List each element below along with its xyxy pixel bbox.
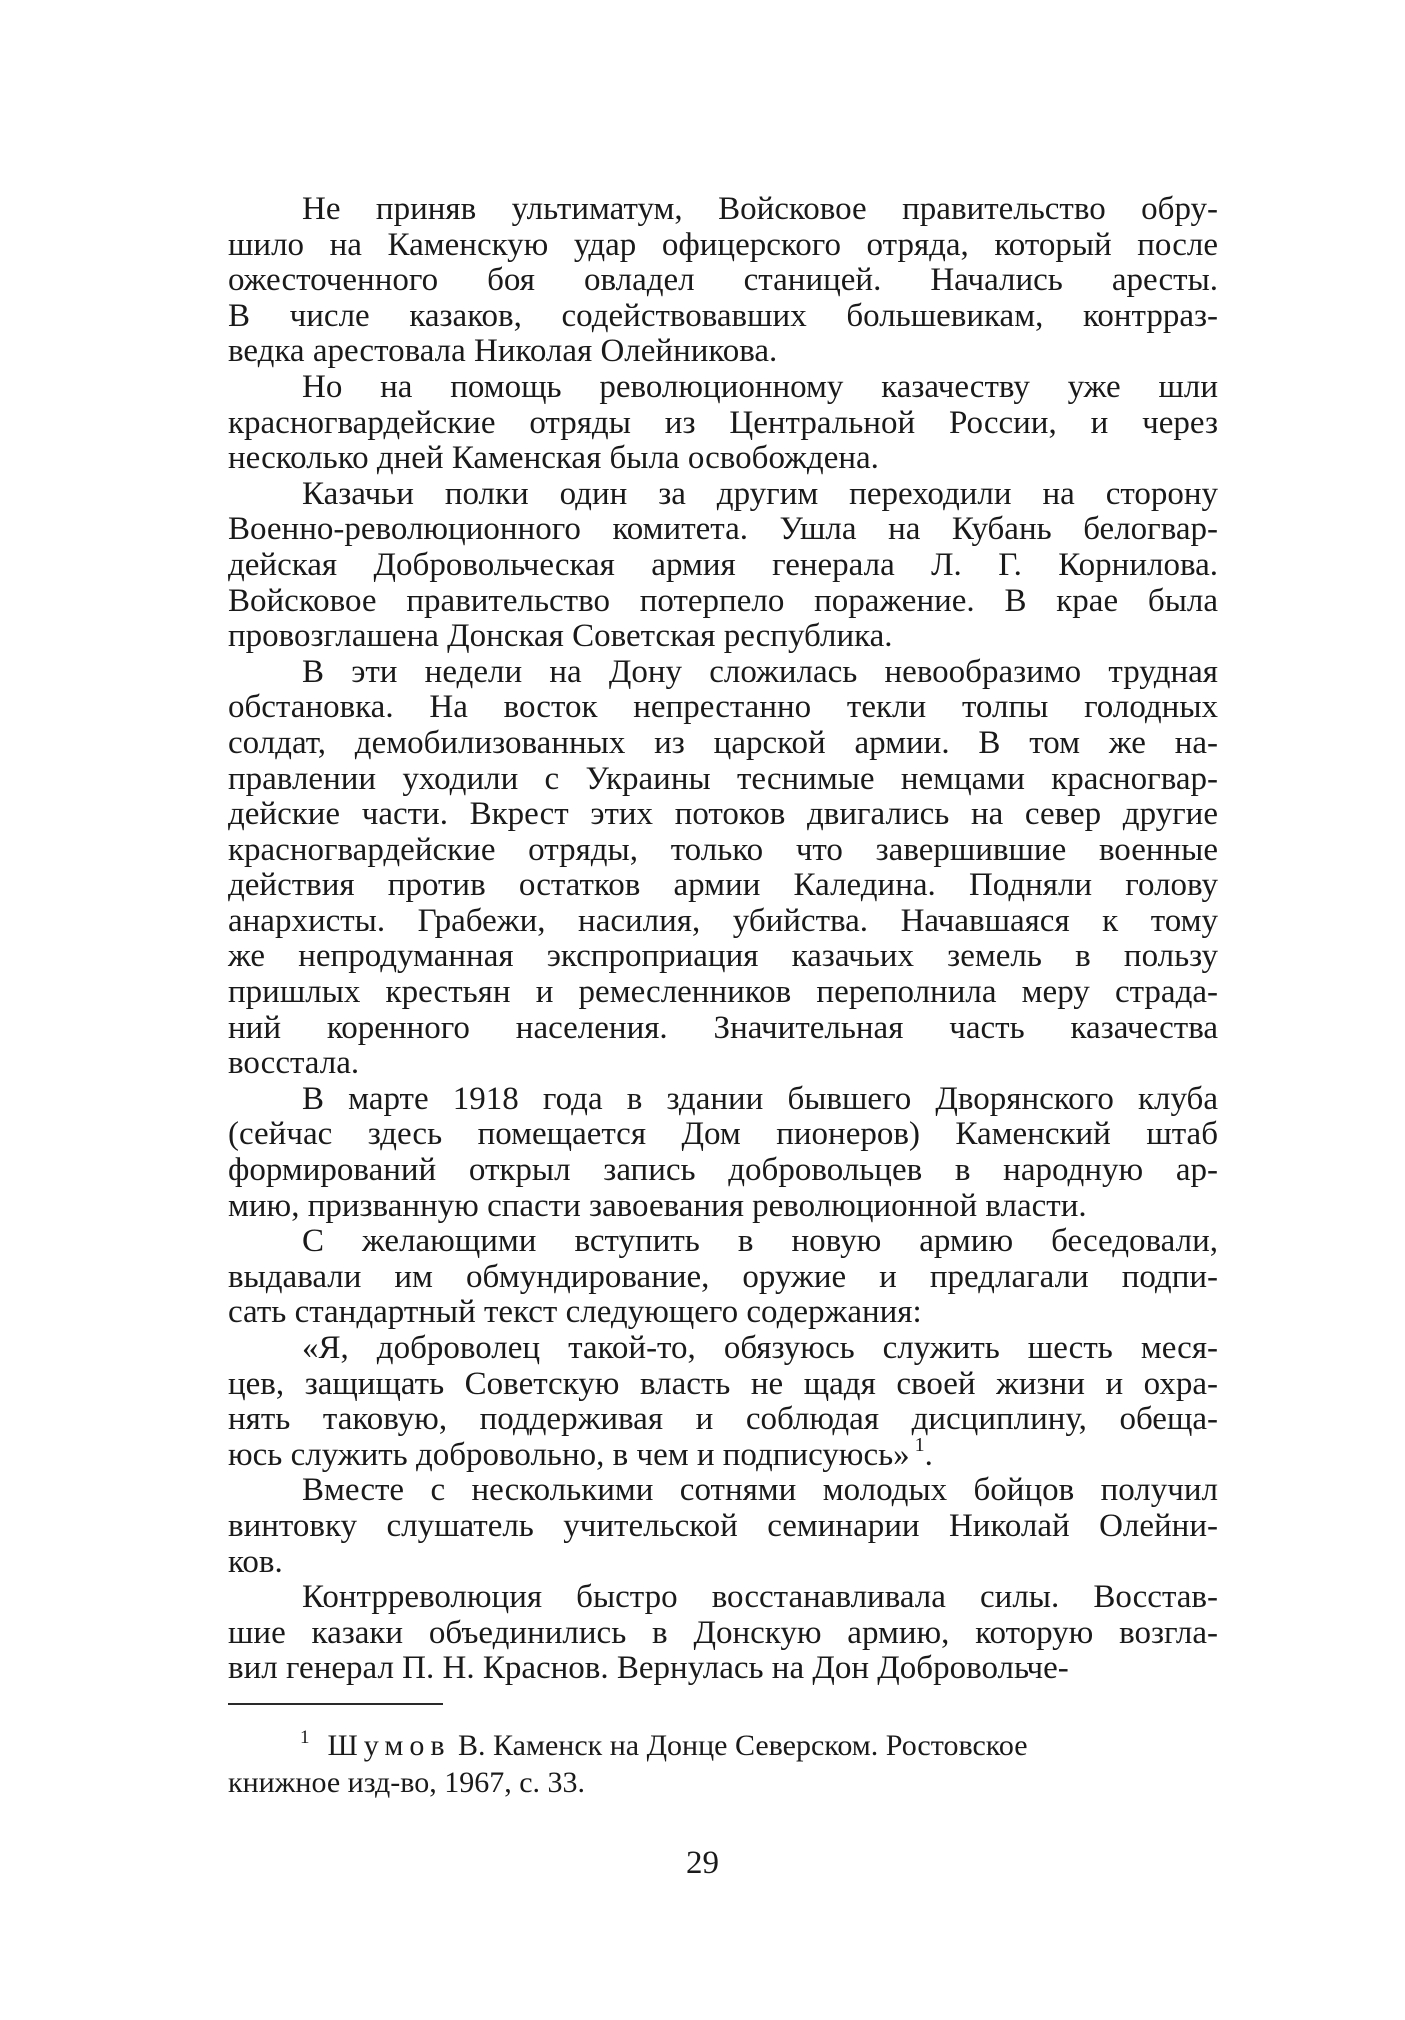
text-line: несколько дней Каменская была освобождена. (228, 440, 879, 477)
paragraph (228, 655, 1218, 1082)
text-line: Вместе с несколькими сотнями молодых бойцов получил (302, 1472, 1218, 1509)
text-line: (сейчас здесь помещается Дом пионеров) Каменский штаб (228, 1116, 1218, 1153)
text-line: вил генерал П. Н. Краснов. Вернулась на Дон Добровольче- (228, 1650, 1069, 1687)
text-line: ков. (228, 1543, 283, 1580)
footnote-author: Шумов (327, 1729, 451, 1762)
text-line: выдавали им обмундирование, оружие и предлагали подпи- (228, 1258, 1218, 1295)
text-line: дейская Добровольческая армия генерала Л. Г. Корнилова. (228, 546, 1218, 583)
text-line: В эти недели на Дону сложилась невообразимо трудная (302, 653, 1218, 690)
paragraph (228, 1473, 1218, 1580)
text-line: действия против остатков армии Каледина. Подняли голову (228, 867, 1218, 904)
paragraph (228, 1224, 1218, 1331)
text-line: винтовку слушатель учительской семинарии Николай Олейни- (228, 1507, 1218, 1544)
text-line: красногвардейские отряды, только что завершившие военные (228, 831, 1218, 868)
text-line: мию, призванную спасти завоевания революционной власти. (228, 1187, 1087, 1224)
text-line: В числе казаков, содействовавших большевикам, контрраз- (228, 297, 1218, 334)
text-line: же непродуманная экспроприация казачьих земель в пользу (228, 938, 1218, 975)
text-line: провозглашена Донская Советская республика. (228, 618, 893, 655)
text-line: правлении уходили с Украины теснимые немцами красногвар- (228, 760, 1218, 797)
text-line: С желающими вступить в новую армию беседовали, (302, 1223, 1218, 1260)
text-line: В марте 1918 года в здании бывшего Дворянского клуба (302, 1080, 1218, 1117)
text-line: ведка арестовала Николая Олейникова. (228, 333, 778, 370)
footnote-text-line-1: В. Каменск на Донце Северском. Ростовское (458, 1729, 1028, 1762)
text-line: шие казаки объединились в Донскую армию, которую возгла- (228, 1614, 1218, 1651)
text-line: пришлых крестьян и ремесленников переполнила меру страда- (228, 974, 1218, 1011)
text-line: солдат, демобилизованных из царской армии. В том же на- (228, 724, 1218, 761)
text-line: шило на Каменскую удар офицерского отряда, который после (228, 226, 1218, 263)
footnote-reference: 1 (909, 1433, 925, 1456)
body-text (228, 192, 1218, 1687)
paragraph (228, 370, 1218, 477)
text-line: цев, защищать Советскую власть не щадя своей жизни и охра- (228, 1365, 1218, 1402)
paragraph (228, 1082, 1218, 1224)
text-line: обстановка. На восток непрестанно текли толпы голодных (228, 689, 1218, 726)
footnote-divider (228, 1703, 443, 1705)
text-line: дейские части. Вкрест этих потоков двигались на север другие (228, 796, 1218, 833)
text-line: ожесточенного боя овладел станицей. Начались аресты. (228, 262, 1218, 299)
paragraph (228, 477, 1218, 655)
footnote-line-1 (228, 1727, 1218, 1764)
text-line: формирований открыл запись добровольцев в народную ар- (228, 1152, 1218, 1189)
paragraph (228, 1580, 1218, 1687)
footnote-line-2: книжное изд-во, 1967, с. 33. (228, 1766, 586, 1799)
text-line: нять таковую, поддерживая и соблюдая дисциплину, обеща- (228, 1401, 1218, 1438)
text-line: сать стандартный текст следующего содержания: (228, 1294, 922, 1331)
text-line: юсь служить добровольно, в чем и подписуюсь» $^1$. (228, 1433, 933, 1473)
text-line: анархисты. Грабежи, насилия, убийства. Начавшаяся к тому (228, 902, 1218, 939)
text-line: восстала. (228, 1045, 360, 1082)
text-line: «Я, доброволец такой-то, обязуюсь служить шесть меся- (302, 1330, 1218, 1366)
text-line: ний коренного населения. Значительная часть казачества (228, 1009, 1218, 1046)
text-line: Контрреволюция быстро восстанавливала силы. Восстав- (302, 1579, 1218, 1616)
footnote (228, 1727, 1218, 1801)
text-line: Казачьи полки один за другим переходили на сторону (302, 475, 1218, 512)
text-line: Но на помощь революционному казачеству уже шли (302, 368, 1218, 405)
text-line: Не приняв ультиматум, Войсковое правительство обру- (302, 191, 1218, 227)
text-line: красногвардейские отряды из Центральной России, и через (228, 404, 1218, 441)
text-line: Войсковое правительство потерпело поражение. В крае была (228, 582, 1218, 619)
paragraph (228, 192, 1218, 370)
footnote-mark: 1 (300, 1727, 310, 1748)
text-line: Военно-революционного комитета. Ушла на Кубань белогвар- (228, 511, 1218, 548)
paragraph (228, 1331, 1218, 1473)
page-number: 29 (686, 1845, 719, 1881)
